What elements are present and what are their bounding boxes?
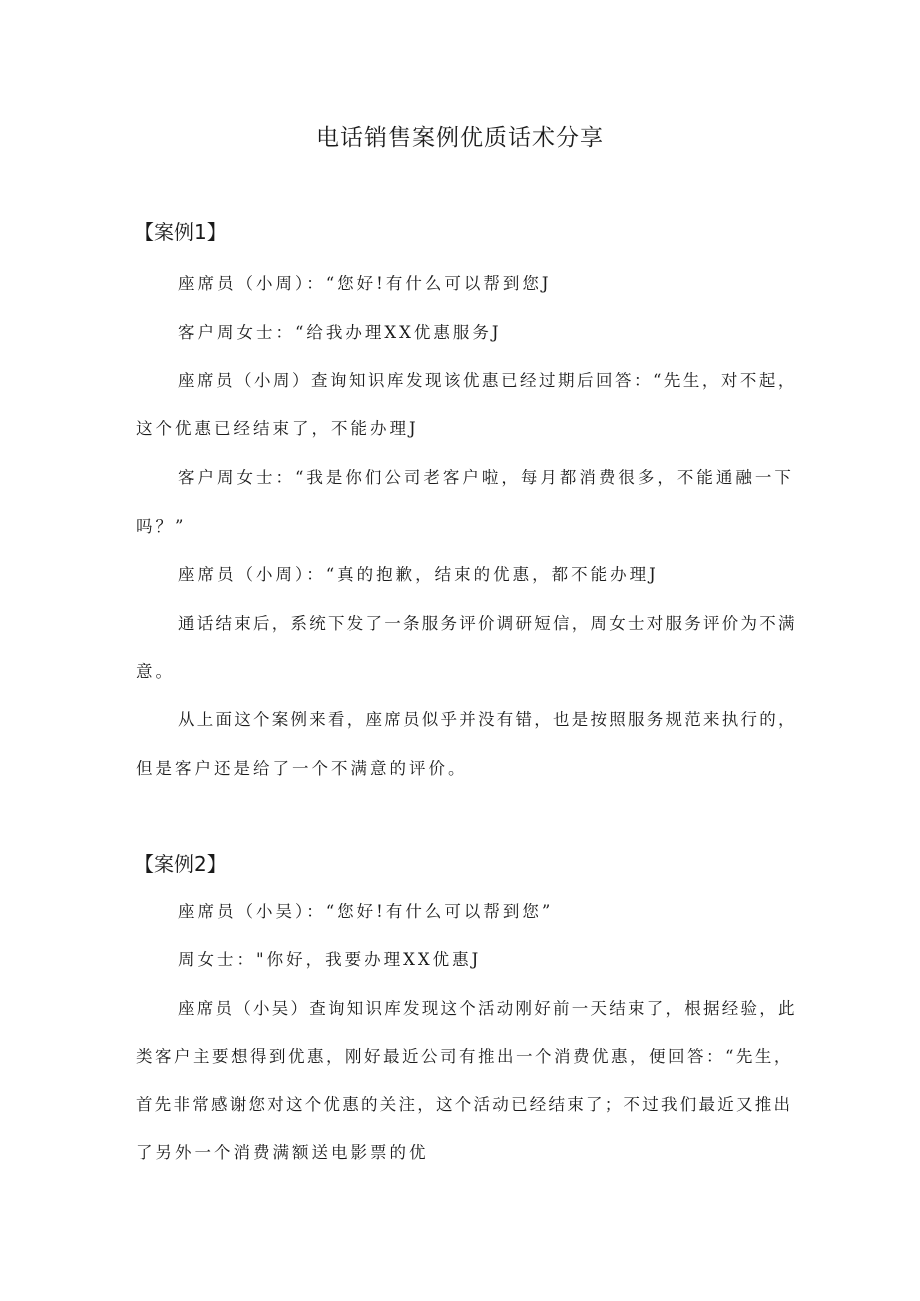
case-2-line-3: 座席员（小吴）查询知识库发现这个活动刚好前一天结束了，根据经验，此 bbox=[178, 999, 797, 1018]
case-2-heading: 【案例2】 bbox=[134, 852, 227, 876]
case-1-line-9: 意。 bbox=[136, 662, 175, 681]
case-1-heading: 【案例1】 bbox=[134, 220, 227, 244]
case-1-line-2: 客户周女士：“给我办理XX优惠服务J bbox=[178, 323, 502, 342]
case-1-line-11: 但是客户还是给了一个不满意的评价。 bbox=[136, 759, 468, 778]
case-1-line-4: 这个优惠已经结束了，不能办理J bbox=[136, 419, 419, 438]
case-2-line-1: 座席员（小吴）：“您好!有什么可以帮到您” bbox=[178, 902, 554, 921]
case-2-line-2: 周女士："你好，我要办理XX优惠J bbox=[178, 950, 482, 969]
case-2-line-6: 了另外一个消费满额送电影票的优 bbox=[136, 1143, 429, 1162]
document-title: 电话销售案例优质话术分享 bbox=[316, 125, 604, 151]
case-1-line-10: 从上面这个案例来看，座席员似乎并没有错，也是按照服务规范来执行的， bbox=[178, 710, 797, 729]
case-1-line-6: 吗？” bbox=[136, 517, 187, 536]
case-1-line-3: 座席员（小周）查询知识库发现该优惠已经过期后回答：“先生，对不起， bbox=[178, 371, 797, 390]
case-2-line-5: 首先非常感谢您对这个优惠的关注，这个活动已经结束了；不过我们最近又推出 bbox=[136, 1095, 793, 1114]
case-1-line-7: 座席员（小周）：“真的抱歉，结束的优惠，都不能办理J bbox=[178, 565, 659, 584]
case-2-line-4: 类客户主要想得到优惠，刚好最近公司有推出一个消费优惠，便回答：“先生， bbox=[136, 1047, 793, 1066]
case-1-line-1: 座席员（小周）：“您好!有什么可以帮到您J bbox=[178, 274, 552, 293]
case-1-line-8: 通话结束后，系统下发了一条服务评价调研短信，周女士对服务评价为不满 bbox=[178, 614, 797, 633]
case-1-line-5: 客户周女士：“我是你们公司老客户啦，每月都消费很多，不能通融一下 bbox=[178, 468, 794, 487]
